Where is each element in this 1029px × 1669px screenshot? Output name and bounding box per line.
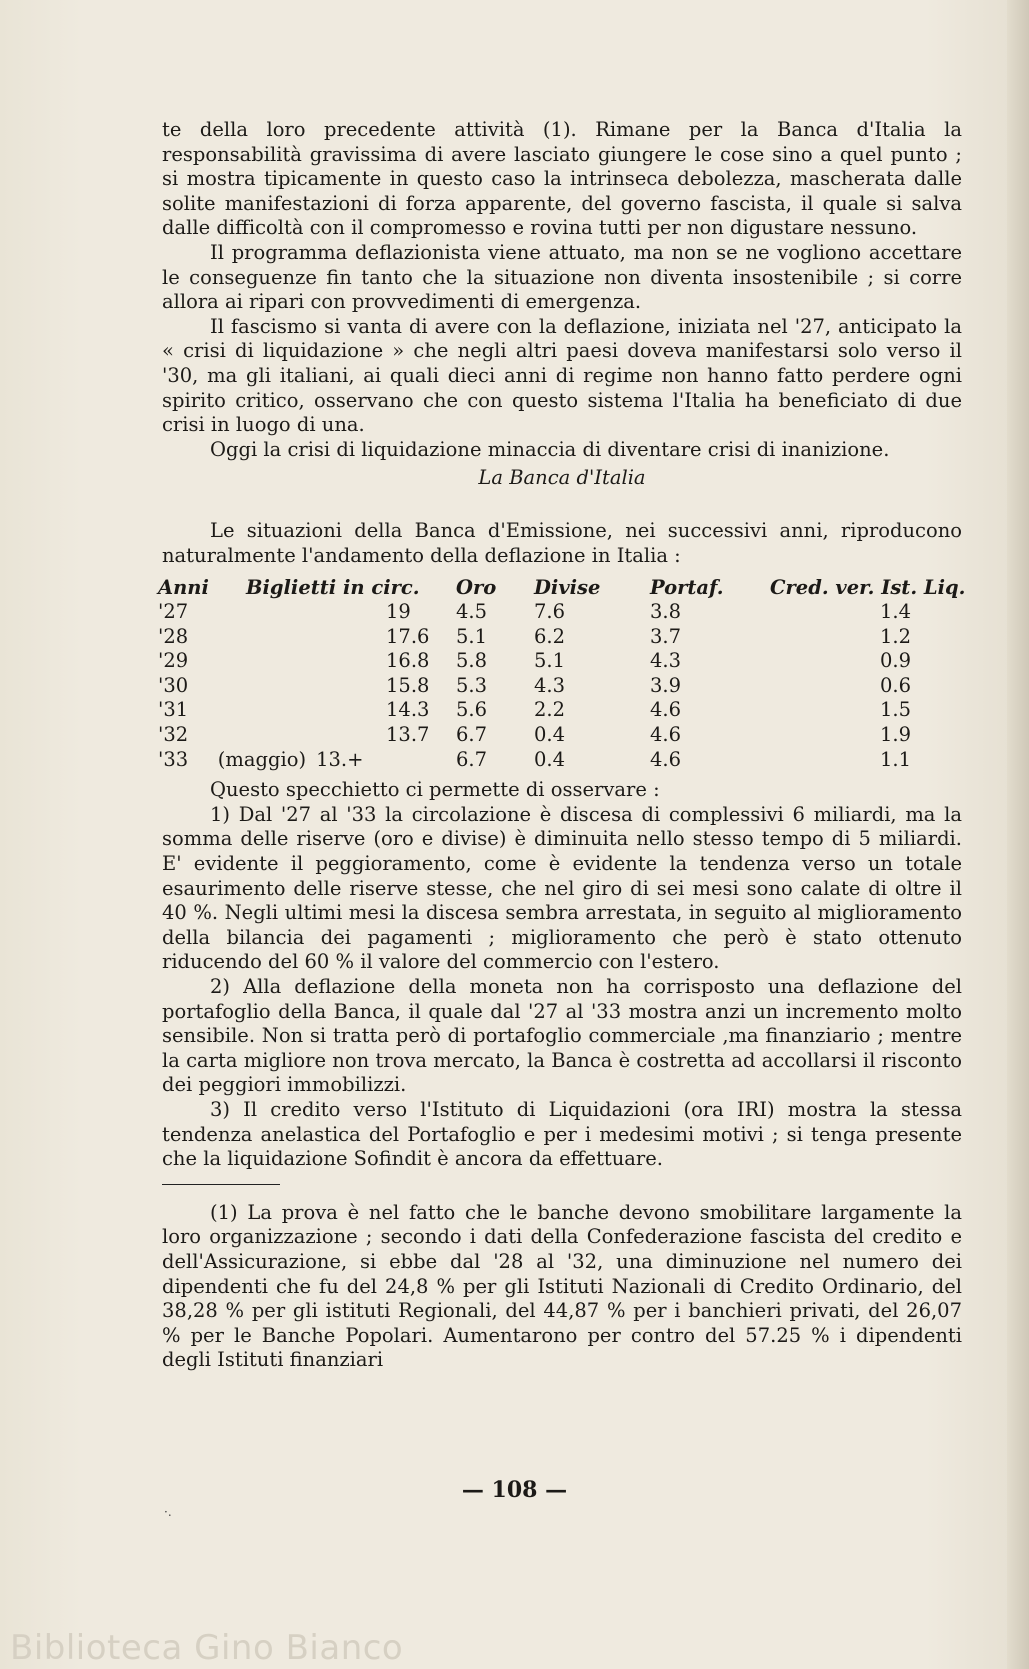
cell-biglietti: 15.8 bbox=[386, 673, 430, 697]
cell-oro: 5.3 bbox=[456, 673, 488, 697]
table-intro: Le situazioni della Banca d'Emissione, nei successivi anni, riproducono naturalmente l'andamento della deflazione in Italia : bbox=[162, 518, 962, 567]
cell-divise: 2.2 bbox=[534, 698, 566, 722]
cell-oro: 6.7 bbox=[456, 747, 488, 771]
header-oro: Oro bbox=[456, 576, 497, 600]
cell-portaf: 3.9 bbox=[650, 673, 682, 697]
page-number: — 108 — bbox=[461, 1477, 568, 1503]
cell-year: '31 bbox=[158, 698, 189, 722]
footnote-divider bbox=[162, 1184, 280, 1185]
cell-note bbox=[198, 674, 246, 699]
cell-portaf: 4.6 bbox=[650, 747, 682, 771]
cell-divise: 0.4 bbox=[534, 723, 566, 747]
paragraph-2: Il programma deflazionista viene attuato, ma non se ne vogliono accettare le conseguenze fin tanto che la situazione non diventa insostenibile ; si corre allora ai ripari con provvedimenti di emergenza. bbox=[162, 240, 962, 314]
point-3: 3) Il credito verso l'Istituto di Liquidazioni (ora IRI) mostra la stessa tendenza anelastica del Portafoglio e per i medesimi motivi ; si tenga presente che la liquidazione Sofindit è ancora da effettuare. bbox=[162, 1097, 962, 1171]
cell-cred: 0.6 bbox=[880, 673, 912, 697]
cell-note bbox=[198, 625, 246, 650]
cell-cred: 1.1 bbox=[880, 747, 912, 771]
cell-cred: 0.9 bbox=[880, 649, 912, 673]
cell-year: '32 bbox=[158, 723, 189, 747]
cell-biglietti: 14.3 bbox=[386, 698, 430, 722]
paragraph-3: Il fascismo si vanta di avere con la deflazione, iniziata nel '27, anticipato la « crisi di liquidazione » che negli altri paesi doveva manifestarsi solo verso il '30, ma gli italiani, ai quali dieci anni di regime non hanno fatto perdere ogni spirito critico, osservano che con questo sistema l'Italia ha beneficiato di due crisi in luogo di una. bbox=[162, 314, 962, 437]
cell-note bbox=[198, 600, 246, 625]
table-header-row bbox=[158, 576, 970, 600]
watermark: Biblioteca Gino Bianco bbox=[10, 1628, 404, 1668]
cell-portaf: 4.6 bbox=[650, 698, 682, 722]
bank-situation-table bbox=[158, 576, 970, 772]
cell-note bbox=[198, 698, 246, 723]
cell-cred: 1.9 bbox=[880, 723, 912, 747]
table-row bbox=[158, 698, 970, 723]
cell-cred: 1.2 bbox=[880, 624, 912, 648]
section-heading: La Banca d'Italia bbox=[478, 466, 646, 490]
table-row bbox=[158, 723, 970, 748]
cell-year: '28 bbox=[158, 624, 189, 648]
cell-divise: 5.1 bbox=[534, 649, 566, 673]
cell-biglietti: 19 bbox=[386, 600, 411, 624]
cell-oro: 4.5 bbox=[456, 600, 488, 624]
cell-portaf: 4.3 bbox=[650, 649, 682, 673]
cell-note bbox=[198, 649, 246, 674]
cell-biglietti: 16.8 bbox=[386, 649, 430, 673]
cell-note-text: (maggio) bbox=[217, 747, 307, 771]
cell-divise: 7.6 bbox=[534, 600, 566, 624]
page-edge bbox=[1007, 0, 1029, 1669]
table-row bbox=[158, 674, 970, 699]
body-text bbox=[158, 118, 966, 1373]
header-portaf: Portaf. bbox=[650, 576, 724, 600]
cell-oro: 5.6 bbox=[456, 698, 488, 722]
header-cred: Cred. ver. Ist. Liq. bbox=[770, 576, 966, 600]
margin-mark: ·. bbox=[164, 1505, 172, 1519]
footnote: (1) La prova è nel fatto che le banche devono smobilitare largamente la loro organizzazione ; secondo i dati della Confederazione fascista del credito e dell'Assicurazione, si ebbe dal '28 al '32, una diminuzione nel numero dei dipendenti che fu del 24,8 % per gli Istituti Nazionali di Credito Ordinario, del 38,28 % per gli istituti Regionali, del 44,87 % per i banchieri privati, del 26,07 % per le Banche Popolari. Aumentarono per contro del 57.25 % i dipendenti degli Istituti finanziari bbox=[162, 1200, 962, 1372]
header-biglietti: Biglietti in circ. bbox=[246, 576, 420, 600]
paragraph-1: te della loro precedente attività (1). Rimane per la Banca d'Italia la responsabilità gravissima di avere lasciato giungere le cose sino a quel punto ; si mostra tipicamente in questo caso la intrinseca debolezza, mascherata dalle solite manifestazioni di forza apparente, del governo fascista, il quale si salva dalle difficoltà con il compromesso e rovina tutti per non digustare nessuno. bbox=[162, 118, 962, 240]
cell-divise: 0.4 bbox=[534, 747, 566, 771]
cell-portaf: 4.6 bbox=[650, 723, 682, 747]
cell-portaf: 3.8 bbox=[650, 600, 682, 624]
cell-biglietti: 17.6 bbox=[386, 624, 430, 648]
observe-line: Questo specchietto ci permette di osservare : bbox=[210, 778, 660, 802]
cell-biglietti: 13.+ bbox=[316, 747, 364, 771]
table-row bbox=[158, 748, 970, 773]
point-2: 2) Alla deflazione della moneta non ha corrisposto una deflazione del portafoglio della Banca, il quale dal '27 al '33 mostra anzi un incremento molto sensibile. Non si tratta però di portafoglio commerciale ,ma finanziario ; mentre la carta migliore non trova mercato, la Banca è costretta ad accollarsi il risconto dei peggiori immobilizzi. bbox=[162, 975, 962, 1097]
cell-divise: 4.3 bbox=[534, 673, 566, 697]
cell-biglietti: 13.7 bbox=[386, 723, 430, 747]
header-anni: Anni bbox=[158, 576, 209, 600]
header-divise: Divise bbox=[534, 576, 601, 600]
cell-oro: 6.7 bbox=[456, 723, 488, 747]
cell-oro: 5.8 bbox=[456, 649, 488, 673]
cell-year: '33 bbox=[158, 747, 189, 771]
paragraph-4: Oggi la crisi di liquidazione minaccia di diventare crisi di inanizione. bbox=[210, 437, 890, 461]
cell-note bbox=[198, 748, 456, 773]
point-1: 1) Dal '27 al '33 la circolazione è discesa di complessivi 6 miliardi, ma la somma delle riserve (oro e divise) è diminuita nello stesso tempo di 5 miliardi. E' evidente il peggioramento, come è evidente la tendenza verso un totale esaurimento delle riserve stesse, che nel giro di sei mesi sono calate di oltre il 40 %. Negli ultimi mesi la discesa sembra arrestata, in seguito al miglioramento della bilancia dei pagamenti ; miglioramento che però è stato ottenuto riducendo del 60 % il valore del commercio con l'estero. bbox=[162, 802, 962, 974]
cell-portaf: 3.7 bbox=[650, 624, 682, 648]
table-row bbox=[158, 625, 970, 650]
cell-year: '30 bbox=[158, 673, 189, 697]
table-row bbox=[158, 600, 970, 625]
cell-oro: 5.1 bbox=[456, 624, 488, 648]
cell-note bbox=[198, 723, 246, 748]
cell-cred: 1.4 bbox=[880, 600, 912, 624]
table-row bbox=[158, 649, 970, 674]
cell-cred: 1.5 bbox=[880, 698, 912, 722]
cell-year: '29 bbox=[158, 649, 189, 673]
cell-year: '27 bbox=[158, 600, 189, 624]
cell-divise: 6.2 bbox=[534, 624, 566, 648]
